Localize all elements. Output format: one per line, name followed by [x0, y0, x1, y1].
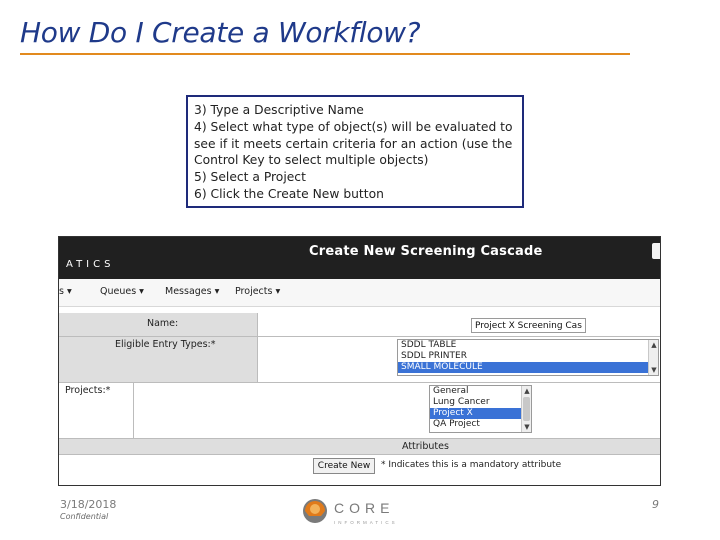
list-option[interactable]: Project X [430, 408, 531, 419]
brand-text: ATICS [66, 259, 115, 270]
create-new-button[interactable]: Create New [313, 458, 375, 474]
nav-item-messages[interactable]: Messages ▾ [165, 286, 220, 297]
scroll-up-icon[interactable]: ▲ [524, 387, 530, 395]
entry-types-row [59, 337, 660, 383]
projects-row [59, 383, 660, 439]
entry-types-label: Eligible Entry Types:* [115, 339, 216, 350]
attributes-header [59, 439, 660, 455]
entry-types-options [398, 340, 658, 373]
nav-bar [59, 279, 660, 307]
scroll-down-icon[interactable]: ▼ [524, 423, 530, 431]
footer-date: 3/18/2018 [60, 498, 117, 511]
instruction-line: see if it meets certain criteria for an action (use the [194, 136, 513, 151]
header-corner-button[interactable] [652, 243, 660, 259]
list-option[interactable]: SDDL TABLE [401, 340, 457, 350]
slide-title: How Do I Create a Workflow? [20, 16, 421, 49]
scroll-thumb[interactable] [523, 397, 530, 421]
projects-scrollbar[interactable] [521, 386, 531, 432]
attributes-label: Attributes [402, 441, 449, 452]
entry-types-scrollbar[interactable] [648, 340, 658, 375]
list-option[interactable]: SDDL PRINTER [401, 351, 467, 361]
scroll-down-icon[interactable]: ▼ [651, 366, 657, 374]
instruction-line: 5) Select a Project [194, 170, 306, 185]
app-header [59, 237, 660, 279]
dialog-title: Create New Screening Cascade [309, 244, 543, 259]
projects-options [430, 386, 531, 430]
footer-confidential: Confidential [60, 512, 109, 521]
instructions-callout [186, 95, 524, 208]
nav-item-projects[interactable]: Projects ▾ [235, 286, 281, 297]
list-option[interactable]: Lung Cancer [433, 397, 490, 407]
nav-item-partial[interactable]: s ▾ [59, 286, 72, 297]
list-option[interactable]: General [433, 386, 469, 396]
entry-types-listbox[interactable] [397, 339, 659, 376]
title-divider [20, 53, 630, 55]
instruction-line: Control Key to select multiple objects) [194, 153, 429, 168]
instruction-line: 6) Click the Create New button [194, 186, 384, 201]
instruction-line: 4) Select what type of object(s) will be evaluated to [194, 119, 513, 134]
projects-label: Projects:* [65, 385, 111, 396]
logo-word: CORE [334, 500, 395, 516]
projects-listbox[interactable] [429, 385, 532, 433]
name-row [59, 313, 660, 337]
instruction-line: 3) Type a Descriptive Name [194, 103, 364, 117]
mandatory-note: * Indicates this is a mandatory attribute [381, 460, 562, 470]
name-label: Name: [147, 318, 179, 329]
page-number: 9 [652, 498, 659, 511]
nav-item-queues[interactable]: Queues ▾ [100, 286, 144, 297]
list-option[interactable]: SMALL MOLECULE [398, 362, 658, 373]
scroll-up-icon[interactable]: ▲ [651, 341, 657, 349]
name-input[interactable] [471, 318, 586, 333]
core-informatics-logo [302, 494, 432, 528]
list-option[interactable]: QA Project [433, 419, 480, 429]
app-screenshot [58, 236, 661, 486]
logo-tagline: INFORMATICS [334, 520, 398, 525]
